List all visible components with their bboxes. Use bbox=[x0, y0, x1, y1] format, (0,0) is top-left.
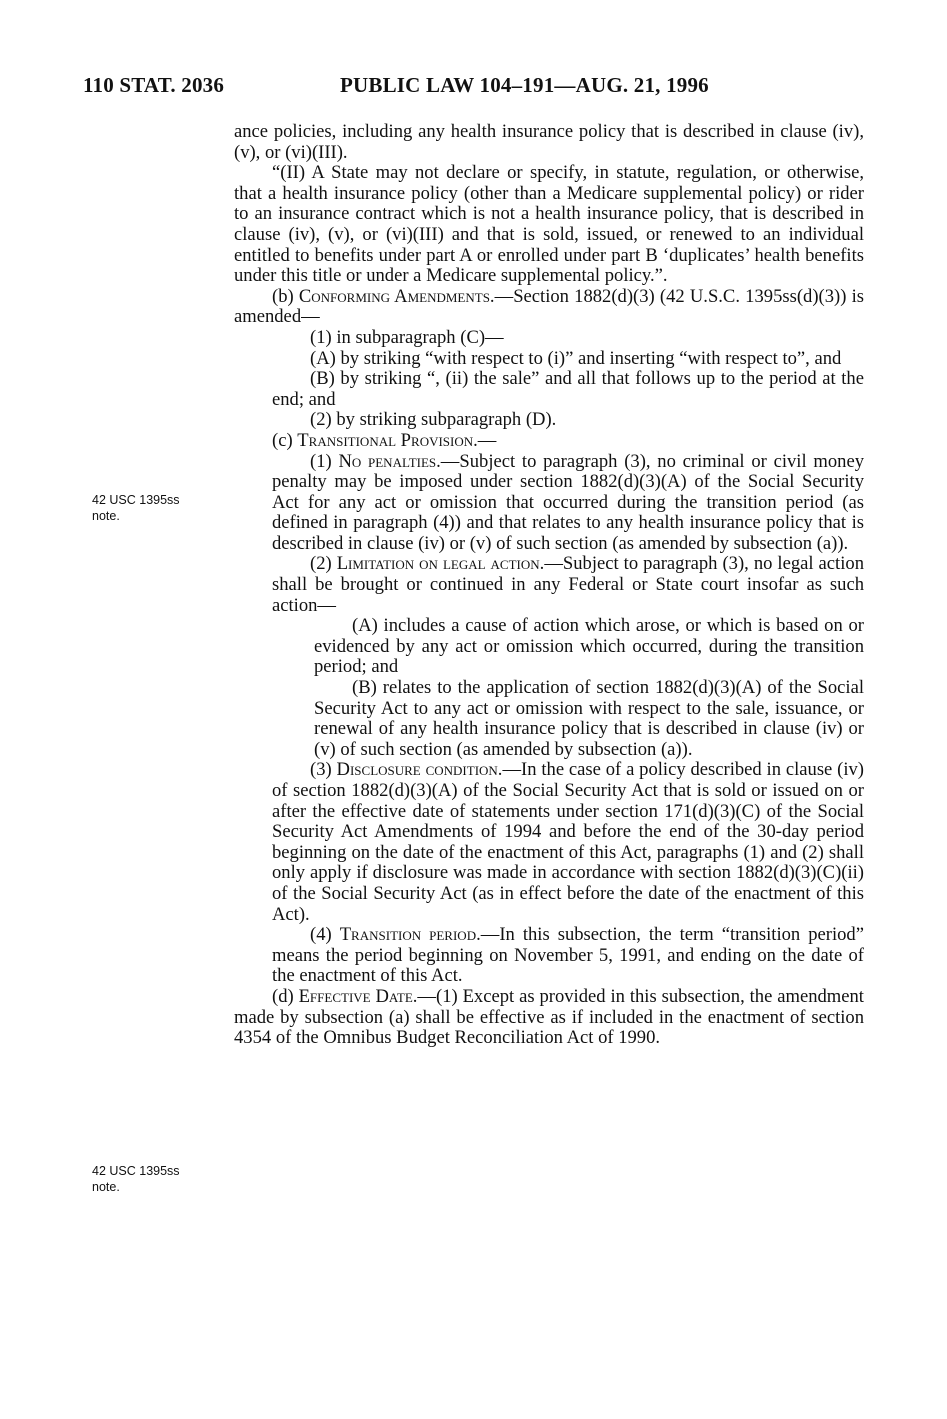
paragraph-c2-label: (2) bbox=[310, 553, 337, 575]
paragraph-b1: (1) in subparagraph (C)— bbox=[310, 326, 504, 348]
subsection-b-text: —Section 1882(d)(3) (42 U.S.C. 1395ss(d)(3)) is amended— bbox=[234, 285, 864, 328]
paragraph-c2-text: —Subject to paragraph (3), no legal action shall be brought or continued in any Federal or State court insofar as such action— bbox=[272, 553, 864, 616]
subparagraph-bB: (B) by striking “, (ii) the sale” and all that follows up to the period at the end; and bbox=[272, 368, 864, 410]
public-law-title: PUBLIC LAW 104–191—AUG. 21, 1996 bbox=[340, 73, 709, 97]
subsection-b-label: (b) bbox=[272, 285, 299, 307]
subsection-c-heading: Transitional Provision. bbox=[297, 429, 478, 451]
margin-note-label: note. bbox=[92, 1180, 120, 1194]
paragraph-c3-heading: Disclosure condition. bbox=[336, 759, 503, 781]
subsection-c bbox=[234, 431, 864, 452]
subsection-d-heading: Effective Date. bbox=[298, 985, 418, 1007]
paragraph-c2-heading: Limitation on legal action. bbox=[336, 553, 545, 575]
paragraph-continuation: ance policies, including any health insurance policy that is described in clause (iv), (v), or (vi)(III). bbox=[234, 121, 864, 163]
paragraph-c1-label: (1) bbox=[310, 450, 339, 472]
subsection-c-label: (c) bbox=[272, 429, 298, 451]
margin-note-label: note. bbox=[92, 509, 120, 523]
paragraph-b2-text: (2) by striking subparagraph (D). bbox=[310, 409, 557, 431]
margin-note-citation: 42 USC 1395ss bbox=[92, 493, 180, 507]
paragraph-c3 bbox=[272, 760, 864, 925]
paragraph-b2 bbox=[272, 410, 864, 431]
paragraph-clause-II: “(II) A State may not declare or specify, in statute, regulation, or otherwise, that a health insurance policy (other than a Medicare supplemental policy) or rider to an insurance contract which is not a health insurance policy, that is described in clause (iv), (v), or (vi)(III) and that is sold, issued, or renewed to an individual entitled to benefits under part A or enrolled under part B ‘duplicates’ health benefits under this title or under a Medicare supplemental policy.”. bbox=[234, 162, 864, 287]
margin-note-d bbox=[92, 1163, 180, 1195]
subsection-b-heading: Conforming Amendments. bbox=[298, 285, 495, 307]
paragraph-c1-text: —Subject to paragraph (3), no criminal or civil money penalty may be imposed under section 1882(d)(3)(A) of the Social Security Act for any act or omission that occurred during the transition period (as defined in paragraph (4)) and that relates to any health insurance policy that is described in clause (iv) or (v) of such section (as amended by subsection (a)). bbox=[272, 450, 864, 554]
subsection-b bbox=[234, 287, 864, 328]
statute-page-number: 110 STAT. 2036 bbox=[83, 73, 225, 97]
statute-body bbox=[234, 122, 864, 1049]
paragraph-c3-text: —In the case of a policy described in clause (iv) of section 1882(d)(3)(A) of the Social Security Act that is sold or issued on or after the effective date of statements under section 171(d)(3)(C) of the Social Security Act Amendments of 1994 and before the end of the 30-day period beginning on the date of the enactment of this Act, paragraphs (1) and (2) shall only apply if disclosure was made in accordance with section 1882(d)(3)(C)(ii) of the Social Security Act (as in effect before the date of the enactment of this Act). bbox=[272, 759, 864, 925]
paragraph-c1 bbox=[272, 452, 864, 555]
paragraph-c4-label: (4) bbox=[310, 924, 340, 946]
paragraph-c4-heading: Transition period. bbox=[339, 924, 481, 946]
margin-note-c bbox=[92, 492, 180, 524]
subsection-d-text: —(1) Except as provided in this subsection, the amendment made by subsection (a) shall be effective as if included in the enactment of section 4354 of the Omnibus Budget Reconciliation Act of 1990. bbox=[234, 985, 864, 1049]
paragraph-c4-text: —In this subsection, the term “transition period” means the period beginning on November 5, 1991, and ending on the date of the enactment of this Act. bbox=[272, 924, 864, 987]
margin-note-citation: 42 USC 1395ss bbox=[92, 1164, 180, 1178]
subparagraph-bA: (A) by striking “with respect to (i)” and inserting “with respect to”, and bbox=[310, 347, 842, 369]
subparagraph-c2B: (B) relates to the application of section 1882(d)(3)(A) of the Social Security Act to any act or omission with respect to the sale, issuance, or renewal of any health insurance policy that is described in clause (iv) or (v) of such section (as amended by subsection (a)). bbox=[314, 677, 864, 760]
paragraph-c3-label: (3) bbox=[310, 759, 337, 781]
subsection-d-label: (d) bbox=[272, 985, 299, 1007]
subsection-c-text: — bbox=[477, 429, 497, 451]
paragraph-c1-heading: No penalties. bbox=[338, 450, 441, 472]
paragraph-c2 bbox=[272, 554, 864, 616]
paragraph-c4 bbox=[272, 925, 864, 987]
subparagraph-c2A: (A) includes a cause of action which arose, or which is based on or evidenced by any act or omission which occurred, during the transition period; and bbox=[314, 615, 864, 678]
subsection-d bbox=[234, 987, 864, 1049]
